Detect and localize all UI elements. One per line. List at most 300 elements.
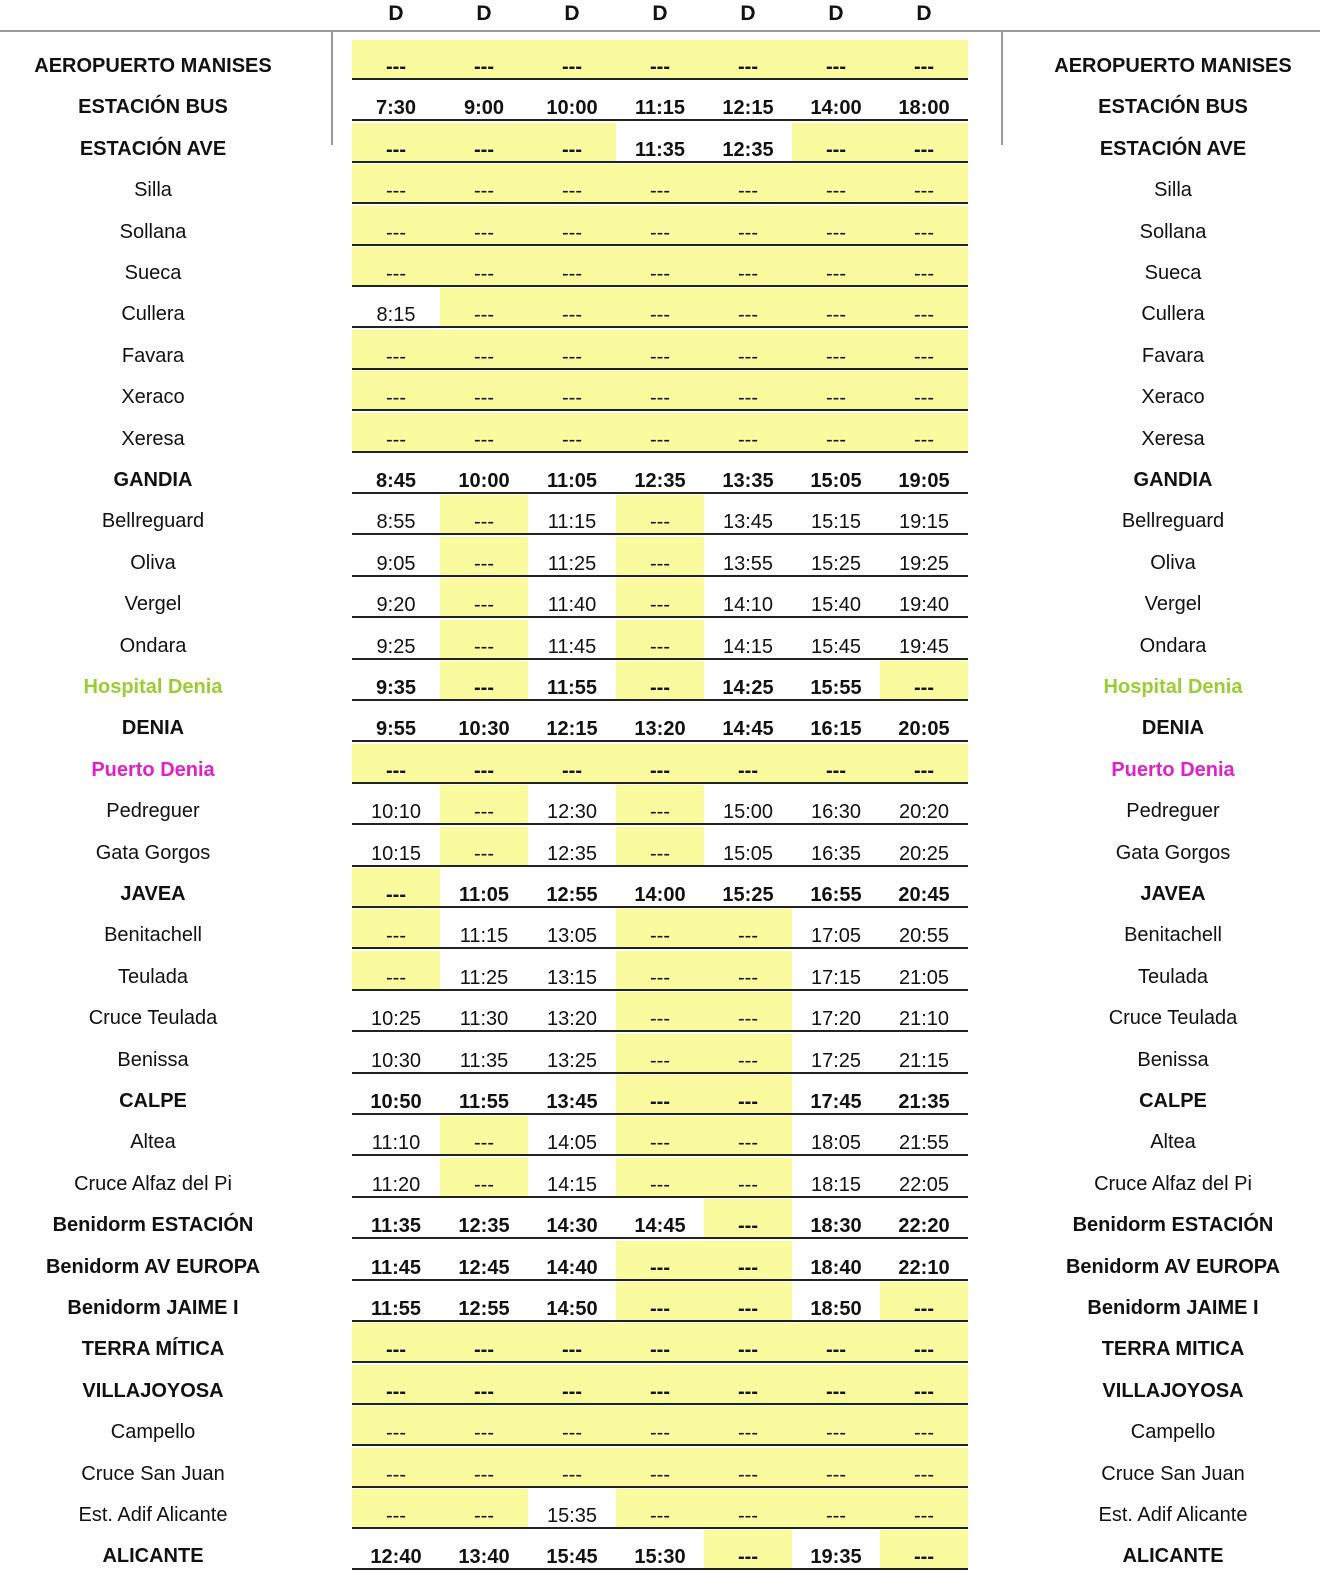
stop-name-right: Altea xyxy=(1150,1131,1196,1154)
time-cell: --- xyxy=(704,1323,792,1361)
time-cell: --- xyxy=(616,578,704,616)
time-cell: --- xyxy=(704,1448,792,1486)
row-rule xyxy=(352,409,968,411)
time-cell: --- xyxy=(352,164,440,202)
time-cell: --- xyxy=(440,164,528,202)
time-cell: 11:25 xyxy=(547,552,597,575)
stop-name-left: AEROPUERTO MANISES xyxy=(34,55,272,77)
stop-row xyxy=(0,413,1320,454)
time-cell: --- xyxy=(616,413,704,451)
stop-name-left: Altea xyxy=(130,1131,176,1154)
stop-row xyxy=(0,247,1320,288)
time-cell: 9:35 xyxy=(375,677,417,699)
time-cell: --- xyxy=(704,909,792,947)
time-cell: 16:15 xyxy=(810,718,862,741)
time-cell: 14:45 xyxy=(722,718,774,741)
stop-row xyxy=(0,40,1320,81)
time-cell: 10:50 xyxy=(370,1091,422,1113)
stop-name-left: ESTACIÓN AVE xyxy=(79,137,227,160)
stop-name-right: Pedreguer xyxy=(1126,800,1220,823)
time-cell: --- xyxy=(880,1530,968,1568)
time-cell: 21:10 xyxy=(898,1008,950,1031)
time-cell: 13:45 xyxy=(546,1091,598,1113)
time-cell: --- xyxy=(440,537,528,575)
row-rule xyxy=(352,616,968,618)
time-cell: --- xyxy=(440,1116,528,1154)
time-cell: 21:35 xyxy=(898,1091,950,1113)
time-cell: 13:20 xyxy=(634,718,686,741)
stop-name-right: JAVEA xyxy=(1140,883,1206,905)
stop-name-left: Cruce Teulada xyxy=(88,1007,218,1030)
time-cell: --- xyxy=(704,1282,792,1320)
stop-row xyxy=(0,371,1320,412)
time-cell: 16:55 xyxy=(810,884,862,906)
time-cell: 10:30 xyxy=(370,1049,422,1072)
stop-name-right: Vergel xyxy=(1144,593,1202,616)
time-cell: --- xyxy=(440,330,528,368)
time-cell: --- xyxy=(792,1323,880,1361)
time-cell: 13:45 xyxy=(722,511,774,534)
time-cell: 15:00 xyxy=(722,801,774,824)
time-cell: 18:15 xyxy=(810,1173,862,1196)
time-cell: 18:30 xyxy=(810,1215,862,1238)
stop-name-right: Est. Adif Alicante xyxy=(1098,1504,1248,1526)
time-cell: --- xyxy=(352,1448,440,1486)
time-cell: 14:15 xyxy=(722,635,774,658)
stop-row xyxy=(0,1116,1320,1157)
time-cell: --- xyxy=(616,247,704,285)
time-cell: --- xyxy=(880,206,968,244)
time-cell: --- xyxy=(704,206,792,244)
stop-name-right: Sollana xyxy=(1139,220,1207,243)
stop-name-right: CALPE xyxy=(1139,1090,1207,1112)
row-rule xyxy=(352,1361,968,1363)
time-cell: --- xyxy=(616,206,704,244)
time-cell: 14:30 xyxy=(546,1215,598,1238)
time-cell: 19:40 xyxy=(898,594,950,617)
row-rule xyxy=(352,119,968,121)
time-cell: --- xyxy=(616,1034,704,1072)
time-cell: --- xyxy=(704,1530,792,1568)
stop-name-right: Hospital Denia xyxy=(1103,676,1243,698)
time-cell: 9:00 xyxy=(463,97,505,120)
stop-name-left: Cullera xyxy=(121,303,185,326)
stop-name-left: Oliva xyxy=(130,551,176,574)
time-cell: 14:10 xyxy=(722,594,774,617)
stop-row xyxy=(0,330,1320,371)
stop-row xyxy=(0,951,1320,992)
column-header: D xyxy=(652,2,668,25)
time-cell: 21:05 xyxy=(898,966,950,989)
stop-name-right: AEROPUERTO MANISES xyxy=(1054,55,1292,77)
time-cell: --- xyxy=(792,206,880,244)
stop-name-right: Cruce Alfaz del Pi xyxy=(1094,1172,1252,1195)
row-rule xyxy=(352,740,968,742)
time-cell: --- xyxy=(616,330,704,368)
time-cell: 17:15 xyxy=(810,966,862,989)
time-cell: --- xyxy=(792,1406,880,1444)
time-cell: --- xyxy=(616,620,704,658)
time-cell: --- xyxy=(792,413,880,451)
time-cell: --- xyxy=(616,164,704,202)
time-cell: 15:25 xyxy=(810,552,862,575)
column-header: D xyxy=(916,2,932,25)
stop-row xyxy=(0,1034,1320,1075)
time-cell: 14:05 xyxy=(546,1132,598,1155)
stop-name-right: Gata Gorgos xyxy=(1115,841,1231,864)
time-cell: 8:15 xyxy=(376,304,416,327)
stop-row xyxy=(0,81,1320,122)
time-cell: 12:35 xyxy=(546,842,598,865)
stop-row xyxy=(0,744,1320,785)
stop-row xyxy=(0,288,1320,329)
stop-name-left: Sollana xyxy=(119,220,187,243)
time-cell: 15:40 xyxy=(810,594,862,617)
time-cell: 12:40 xyxy=(370,1546,422,1569)
time-cell: --- xyxy=(440,371,528,409)
time-cell: 13:35 xyxy=(722,470,774,492)
row-rule xyxy=(352,1527,968,1529)
stop-name-left: Benidorm JAIME I xyxy=(67,1297,239,1319)
stop-name-left: Cruce San Juan xyxy=(81,1462,225,1485)
stop-name-right: ESTACIÓN AVE xyxy=(1099,137,1247,160)
row-rule xyxy=(352,782,968,784)
time-cell: --- xyxy=(616,1448,704,1486)
time-cell: 15:55 xyxy=(810,677,862,699)
time-cell: --- xyxy=(440,288,528,326)
time-cell: 16:30 xyxy=(810,801,862,824)
time-cell: --- xyxy=(616,40,704,78)
stop-row xyxy=(0,1489,1320,1530)
stop-name-right: Silla xyxy=(1154,179,1192,202)
stop-name-right: ESTACIÓN BUS xyxy=(1098,96,1248,119)
time-cell: --- xyxy=(616,537,704,575)
stop-name-right: Oliva xyxy=(1150,551,1196,574)
time-cell: 19:05 xyxy=(898,470,950,492)
stop-name-left: CALPE xyxy=(119,1090,187,1112)
time-cell: --- xyxy=(528,40,616,78)
time-cell: 10:25 xyxy=(370,1008,422,1031)
stop-name-left: Benidorm AV EUROPA xyxy=(45,1255,261,1278)
time-cell: 11:15 xyxy=(459,925,509,948)
time-cell: --- xyxy=(704,288,792,326)
stop-row xyxy=(0,1241,1320,1282)
stop-row xyxy=(0,661,1320,702)
time-cell: --- xyxy=(440,827,528,865)
time-cell: --- xyxy=(440,1323,528,1361)
row-rule xyxy=(352,285,968,287)
time-cell: --- xyxy=(704,1199,792,1237)
time-cell: --- xyxy=(616,909,704,947)
time-cell: 12:45 xyxy=(458,1256,510,1279)
stop-row xyxy=(0,785,1320,826)
stop-name-right: Favara xyxy=(1141,344,1205,367)
stop-name-right: Xeresa xyxy=(1141,427,1205,450)
stop-name-right: DENIA xyxy=(1141,717,1205,740)
stop-row xyxy=(0,1282,1320,1323)
stop-name-right: Xeraco xyxy=(1141,386,1205,409)
stop-name-right: Cruce Teulada xyxy=(1108,1007,1238,1030)
time-cell: 22:10 xyxy=(898,1256,950,1279)
time-cell: 21:55 xyxy=(898,1132,950,1155)
stop-name-left: Puerto Denia xyxy=(91,758,215,781)
row-rule xyxy=(352,865,968,867)
time-cell: 11:40 xyxy=(547,594,597,617)
row-rule xyxy=(352,161,968,163)
time-cell: 13:05 xyxy=(546,925,598,948)
row-rule xyxy=(352,1113,968,1115)
time-cell: --- xyxy=(352,1323,440,1361)
time-cell: --- xyxy=(528,1365,616,1403)
time-cell: 15:15 xyxy=(810,511,862,534)
time-cell: 7:30 xyxy=(375,97,417,120)
stop-row xyxy=(0,123,1320,164)
time-cell: --- xyxy=(880,1282,968,1320)
stop-row xyxy=(0,1075,1320,1116)
stop-row xyxy=(0,1158,1320,1199)
time-cell: --- xyxy=(704,1075,792,1113)
stop-row xyxy=(0,495,1320,536)
stop-name-right: VILLAJOYOSA xyxy=(1102,1379,1244,1402)
time-cell: --- xyxy=(352,1365,440,1403)
time-cell: 15:25 xyxy=(722,884,774,906)
time-cell: --- xyxy=(704,164,792,202)
row-rule xyxy=(352,1320,968,1322)
time-cell: 11:45 xyxy=(547,635,597,658)
time-cell: 20:25 xyxy=(898,842,950,865)
time-cell: --- xyxy=(440,123,528,161)
time-cell: 13:20 xyxy=(546,1008,598,1031)
time-cell: --- xyxy=(880,371,968,409)
row-rule xyxy=(352,989,968,991)
stop-name-left: Benissa xyxy=(117,1048,189,1071)
column-header: D xyxy=(476,2,492,25)
time-cell: --- xyxy=(616,661,704,699)
time-cell: --- xyxy=(528,288,616,326)
row-rule xyxy=(352,1072,968,1074)
time-cell: --- xyxy=(440,1489,528,1527)
stop-name-left: Xeresa xyxy=(121,427,185,450)
time-cell: 11:15 xyxy=(634,97,686,120)
time-cell: 15:30 xyxy=(634,1546,686,1569)
time-cell: --- xyxy=(704,330,792,368)
time-cell: 20:55 xyxy=(898,925,950,948)
row-rule xyxy=(352,658,968,660)
time-cell: --- xyxy=(440,247,528,285)
time-cell: 11:05 xyxy=(546,470,598,492)
column-header: D xyxy=(828,2,844,25)
time-cell: 13:25 xyxy=(546,1049,598,1072)
row-rule xyxy=(352,1486,968,1488)
stop-name-left: GANDIA xyxy=(113,469,193,491)
stop-row xyxy=(0,868,1320,909)
stop-name-right: GANDIA xyxy=(1133,469,1213,491)
time-cell: --- xyxy=(880,1406,968,1444)
time-cell: 11:05 xyxy=(458,884,510,906)
stop-name-right: Ondara xyxy=(1139,634,1207,657)
stop-row xyxy=(0,992,1320,1033)
row-rule xyxy=(352,1444,968,1446)
time-cell: --- xyxy=(616,371,704,409)
time-cell: 11:20 xyxy=(371,1173,421,1196)
column-header: D xyxy=(388,2,404,25)
time-cell: 17:20 xyxy=(810,1008,862,1031)
row-rule xyxy=(352,947,968,949)
stop-name-right: Benidorm JAIME I xyxy=(1087,1297,1259,1319)
time-cell: --- xyxy=(616,288,704,326)
stop-row xyxy=(0,164,1320,205)
time-cell: 14:00 xyxy=(810,97,862,120)
row-rule xyxy=(352,1568,968,1570)
time-cell: --- xyxy=(528,371,616,409)
time-cell: 12:35 xyxy=(722,138,774,161)
time-cell: --- xyxy=(616,1282,704,1320)
time-cell: --- xyxy=(880,1489,968,1527)
stop-name-left: Silla xyxy=(134,179,172,202)
stop-name-right: Benitachell xyxy=(1124,924,1222,947)
time-cell: --- xyxy=(528,1323,616,1361)
row-rule xyxy=(352,575,968,577)
time-cell: --- xyxy=(704,1034,792,1072)
time-cell: --- xyxy=(352,40,440,78)
time-cell: 14:45 xyxy=(634,1215,686,1238)
time-cell: 9:25 xyxy=(376,635,416,658)
time-cell: --- xyxy=(792,40,880,78)
time-cell: --- xyxy=(616,1489,704,1527)
time-cell: 11:55 xyxy=(458,1091,510,1113)
time-cell: --- xyxy=(352,371,440,409)
stop-row xyxy=(0,578,1320,619)
time-cell: --- xyxy=(704,1116,792,1154)
stop-name-left: Sueca xyxy=(124,262,182,284)
time-cell: 20:20 xyxy=(898,801,950,824)
time-cell: 8:55 xyxy=(376,511,416,534)
stop-name-left: ESTACIÓN BUS xyxy=(78,96,228,119)
time-cell: --- xyxy=(792,247,880,285)
row-rule xyxy=(352,699,968,701)
time-cell: --- xyxy=(528,413,616,451)
time-cell: --- xyxy=(880,123,968,161)
time-cell: --- xyxy=(528,206,616,244)
time-cell: 8:45 xyxy=(375,470,417,492)
time-cell: 15:45 xyxy=(810,635,862,658)
time-cell: 19:15 xyxy=(898,511,950,534)
time-cell: 15:35 xyxy=(546,1505,598,1527)
stop-name-left: Benidorm ESTACIÓN xyxy=(52,1214,254,1237)
time-cell: --- xyxy=(616,785,704,823)
stop-row xyxy=(0,827,1320,868)
time-cell: --- xyxy=(880,661,968,699)
time-cell: --- xyxy=(880,40,968,78)
time-cell: --- xyxy=(616,744,704,782)
time-cell: --- xyxy=(616,495,704,533)
time-cell: 12:55 xyxy=(546,884,598,906)
stop-name-left: TERRA MÍTICA xyxy=(81,1338,225,1361)
time-cell: 15:05 xyxy=(810,470,862,492)
stop-row xyxy=(0,1199,1320,1240)
time-cell: 18:50 xyxy=(810,1298,862,1320)
time-cell: 19:35 xyxy=(810,1546,862,1569)
stop-row xyxy=(0,702,1320,743)
stop-name-left: Teulada xyxy=(117,965,189,988)
time-cell: 14:15 xyxy=(546,1173,598,1196)
stop-name-left: Bellreguard xyxy=(101,510,205,533)
time-cell: 12:15 xyxy=(546,718,598,741)
time-cell: 14:25 xyxy=(722,677,774,699)
time-cell: --- xyxy=(704,40,792,78)
stop-row xyxy=(0,1406,1320,1447)
time-cell: 22:20 xyxy=(898,1215,950,1238)
time-cell: --- xyxy=(528,164,616,202)
column-header: D xyxy=(740,2,756,25)
time-cell: 10:10 xyxy=(370,801,422,824)
time-cell: --- xyxy=(528,247,616,285)
time-cell: --- xyxy=(792,1365,880,1403)
time-cell: 14:40 xyxy=(546,1256,598,1279)
time-cell: 14:50 xyxy=(546,1298,598,1320)
stop-name-right: ALICANTE xyxy=(1122,1545,1224,1568)
time-cell: 12:55 xyxy=(458,1298,510,1320)
time-cell: --- xyxy=(440,620,528,658)
row-rule xyxy=(352,1279,968,1281)
time-cell: --- xyxy=(704,1158,792,1196)
time-cell: --- xyxy=(704,744,792,782)
row-rule xyxy=(352,1154,968,1156)
time-cell: --- xyxy=(704,951,792,989)
row-rule xyxy=(352,244,968,246)
stop-name-left: Hospital Denia xyxy=(83,676,223,698)
time-cell: --- xyxy=(528,330,616,368)
time-cell: --- xyxy=(352,330,440,368)
time-cell: --- xyxy=(880,1448,968,1486)
time-cell: 10:30 xyxy=(458,718,510,741)
stop-row xyxy=(0,620,1320,661)
stop-row xyxy=(0,537,1320,578)
time-cell: --- xyxy=(528,1448,616,1486)
time-cell: --- xyxy=(792,744,880,782)
stop-row xyxy=(0,1530,1320,1571)
stop-name-left: Gata Gorgos xyxy=(95,841,211,864)
time-cell: --- xyxy=(792,123,880,161)
time-cell: --- xyxy=(616,992,704,1030)
time-cell: --- xyxy=(440,1448,528,1486)
time-cell: --- xyxy=(352,247,440,285)
time-cell: --- xyxy=(792,1489,880,1527)
time-cell: 12:35 xyxy=(458,1215,510,1238)
time-cell: 9:05 xyxy=(376,552,416,575)
time-cell: 10:00 xyxy=(458,470,510,492)
row-rule xyxy=(352,1196,968,1198)
time-cell: --- xyxy=(352,744,440,782)
time-cell: 18:00 xyxy=(898,97,950,120)
time-cell: --- xyxy=(352,868,440,906)
stop-name-right: Benissa xyxy=(1137,1048,1209,1071)
stop-name-left: DENIA xyxy=(121,717,185,740)
time-cell: --- xyxy=(704,1406,792,1444)
stop-name-left: Campello xyxy=(110,1421,196,1444)
row-rule xyxy=(352,1237,968,1239)
time-cell: --- xyxy=(880,288,968,326)
time-cell: --- xyxy=(704,413,792,451)
time-cell: 18:40 xyxy=(810,1256,862,1279)
time-cell: 11:30 xyxy=(459,1008,509,1031)
time-cell: 14:00 xyxy=(634,884,686,906)
time-cell: 9:55 xyxy=(375,718,417,741)
time-cell: --- xyxy=(528,744,616,782)
time-cell: --- xyxy=(616,951,704,989)
stop-name-right: Puerto Denia xyxy=(1111,758,1235,781)
time-cell: --- xyxy=(440,206,528,244)
